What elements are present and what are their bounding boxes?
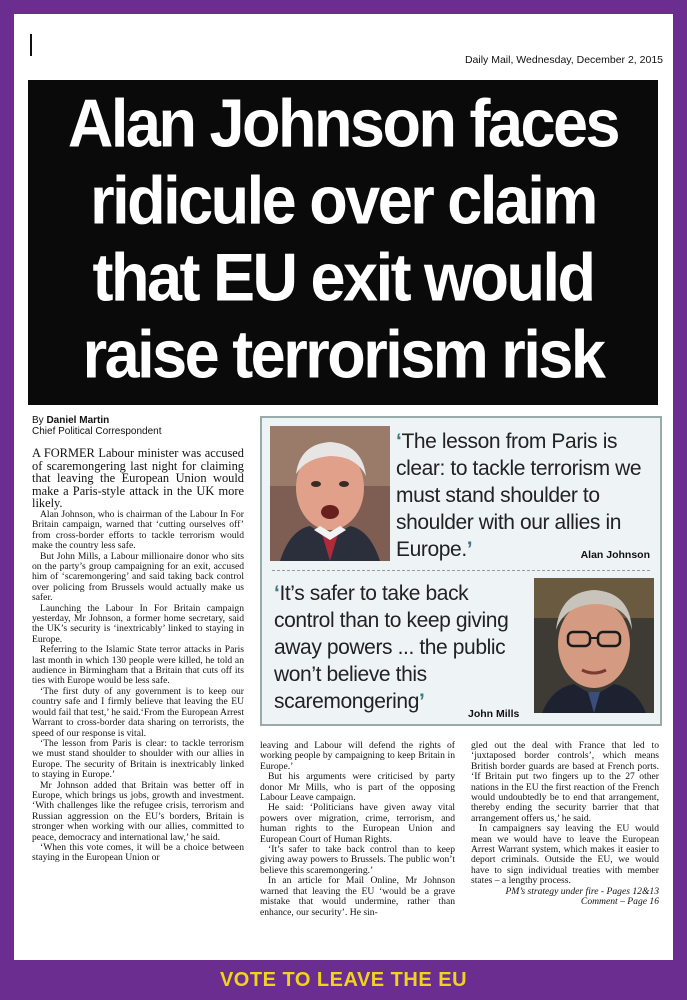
newspaper-page [14, 14, 673, 960]
article-paragraph: leaving and Labour will defend the rights of working people by campaigning to keep Britain in Europe.’ [260, 740, 455, 772]
quote-open-mark: ‘ [274, 582, 280, 605]
article-column-1 [32, 447, 244, 864]
johnson-attribution: Alan Johnson [580, 549, 650, 561]
byline-author: Daniel Martin [46, 415, 110, 426]
mills-quote-text: It’s safer to take back control than to keep giving away powers ... the public won’t believe this scaremongering [274, 582, 509, 713]
byline-by: By [32, 415, 44, 426]
article-paragraph: gled out the deal with France that led to ‘juxtaposed border controls’, which means British border guards are based at French ports. ‘If Britain put two fingers up to the 27 other nations in the EU the first reaction of the French would undoubtedly be to end that arrangement, thereby ending the security barrier that that arrangement offers us,’ he said. [471, 740, 659, 824]
mills-quote [274, 580, 532, 715]
dateline: Daily Mail, Wednesday, December 2, 2015 [464, 54, 663, 66]
alan-johnson-photo [270, 426, 390, 561]
page-reference: Comment – Page 16 [580, 896, 659, 908]
johnson-quote [396, 428, 658, 563]
quote-open-mark: ‘ [396, 430, 402, 453]
article-paragraph: He said: ‘Politicians have given away vital powers over migration, crime, terrorism, and human rights to the European Union and European Court of Human Rights. [260, 802, 455, 845]
footer-banner: VOTE TO LEAVE THE EU [219, 969, 468, 991]
article-lead-paragraph: A FORMER Labour minister was accused of scaremongering last night for claiming that leaving the European Union would make a Paris-style attack in the UK more likely. [32, 446, 244, 511]
quote-close-mark: ’ [418, 690, 425, 713]
article-paragraph: ‘The lesson from Paris is clear: to tackle terrorism we must stand shoulder to shoulder with our allies in Europe. The security of Britain is inextricably linked to staying in Europe.’ [32, 737, 244, 781]
article-paragraph: Alan Johnson, who is chairman of the Labour In For Britain campaign, warned that ‘cutting ourselves off’ from cross-border efforts to tackle terrorism would make the country less safe. [32, 508, 244, 552]
article-paragraph: But his arguments were criticised by party donor Mr Mills, who is part of the opposing Labour Leave campaign. [260, 771, 455, 804]
headline-line: ridicule over claim [90, 163, 596, 239]
article-paragraph: ‘When this vote comes, it will be a choice between staying in the European Union or [32, 841, 244, 864]
crop-mark [30, 34, 32, 56]
headline-line: Alan Johnson faces [67, 86, 619, 162]
john-mills-photo [534, 578, 654, 713]
mills-attribution: John Mills [468, 708, 520, 720]
article-paragraph: ‘It’s safer to take back control than to keep giving away powers to Brussels. The public won’t believe this scaremongering.’ [260, 844, 455, 876]
article-paragraph: But John Mills, a Labour millionaire donor who sits on the party’s group campaigning for an exit, accused him of ‘scaremongering’ and said taking back control over policing from Brussels would actually make us safer. [32, 550, 244, 604]
article-column-3 [471, 741, 659, 908]
headline-line: that EU exit would [92, 240, 594, 316]
article-column-2 [260, 741, 455, 918]
quotes-panel [260, 416, 662, 726]
byline-role: Chief Political Correspondent [32, 426, 162, 437]
article-paragraph: Launching the Labour In For Britain campaign yesterday, Mr Johnson, a former home secretary, said the UK’s security is ‘inextricably’ linked to staying in Europe. [32, 602, 244, 645]
byline [32, 415, 162, 437]
johnson-quote-text: The lesson from Paris is clear: to tackle terrorism we must stand shoulder to shoulder with our allies in Europe. [396, 430, 642, 561]
article-paragraph: Referring to the Islamic State terror attacks in Paris last month in which 130 people were killed, he told an audience in Birmingham that a Britain that cuts off its ties with Europe would be less safe. [32, 644, 244, 687]
headline-line: raise terrorism risk [82, 317, 604, 393]
article-paragraph: In campaigners say leaving the EU would mean we would have to leave the European Arrest Warrant system, which makes it easier to deport criminals. Outside the EU, we would have to sign individual treaties with member states – a lengthy process. [471, 823, 659, 887]
quote-close-mark: ’ [466, 538, 473, 561]
quote-divider [272, 570, 650, 571]
headline [28, 80, 658, 405]
page-reference: PM’s strategy under fire - Pages 12&13 [505, 885, 659, 897]
article-paragraph: ‘The first duty of any government is to keep our country safe and I firmly believe that leaving the EU would fail that test,’ he said.‘From the European Arrest Warrant to cross-border data sharing on terrorists, the speed of our response is vital. [32, 685, 244, 739]
article-paragraph: Mr Johnson added that Britain was better off in Europe, which brings us jobs, growth and investment. ‘With challenges like the refugee crisis, terrorism and Russian aggression on the EU’s borders, Britain is stronger when working with our allies, committed to peace, democracy and international law,’ he said. [32, 779, 244, 843]
article-paragraph: In an article for Mail Online, Mr Johnson warned that leaving the EU ‘would be a grave mistake that would undermine, rather than enhance, our security’. He sin- [260, 875, 455, 918]
